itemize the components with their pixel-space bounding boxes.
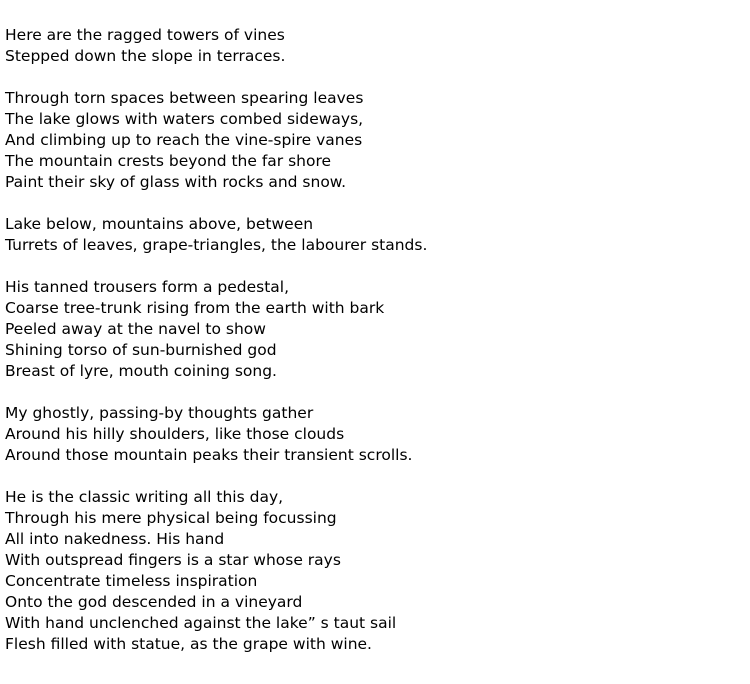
poem-line: Breast of lyre, mouth coining song. [5, 362, 277, 380]
poem-line: Coarse tree-trunk rising from the earth with bark [5, 299, 385, 317]
poem-line: Around his hilly shoulders, like those clouds [5, 425, 345, 443]
poem-line: He is the classic writing all this day, [5, 488, 284, 506]
poem-line: All into nakedness. His hand [5, 530, 225, 548]
poem-line: And climbing up to reach the vine-spire vanes [5, 131, 363, 149]
poem-line: Through his mere physical being focussing [5, 509, 337, 527]
stanza-1 [5, 25, 745, 67]
poem-line: Shining torso of sun-burnished god [5, 341, 277, 359]
poem-text [5, 25, 745, 655]
poem-line: Concentrate timeless inspiration [5, 572, 258, 590]
stanza-6 [5, 487, 745, 655]
poem-line: Around those mountain peaks their transient scrolls. [5, 446, 413, 464]
stanza-4 [5, 277, 745, 382]
poem-line: Through torn spaces between spearing leaves [5, 89, 364, 107]
poem-line: My ghostly, passing-by thoughts gather [5, 404, 314, 422]
poem-line: Here are the ragged towers of vines [5, 26, 285, 44]
poem-line: Flesh filled with statue, as the grape with wine. [5, 635, 372, 653]
poem-line: The lake glows with waters combed sideways, [5, 110, 364, 128]
stanza-5 [5, 403, 745, 466]
poem-line: Stepped down the slope in terraces. [5, 47, 286, 65]
poem-line: Onto the god descended in a vineyard [5, 593, 303, 611]
stanza-3 [5, 214, 745, 256]
poem-line: With hand unclenched against the lake” s taut sail [5, 614, 397, 632]
poem-line: His tanned trousers form a pedestal, [5, 278, 290, 296]
poem-line: The mountain crests beyond the far shore [5, 152, 332, 170]
poem-line: With outspread fingers is a star whose rays [5, 551, 341, 569]
stanza-2 [5, 88, 745, 193]
poem-line: Paint their sky of glass with rocks and snow. [5, 173, 346, 191]
poem-line: Peeled away at the navel to show [5, 320, 266, 338]
poem-line: Turrets of leaves, grape-triangles, the labourer stands. [5, 236, 428, 254]
poem-line: Lake below, mountains above, between [5, 215, 314, 233]
